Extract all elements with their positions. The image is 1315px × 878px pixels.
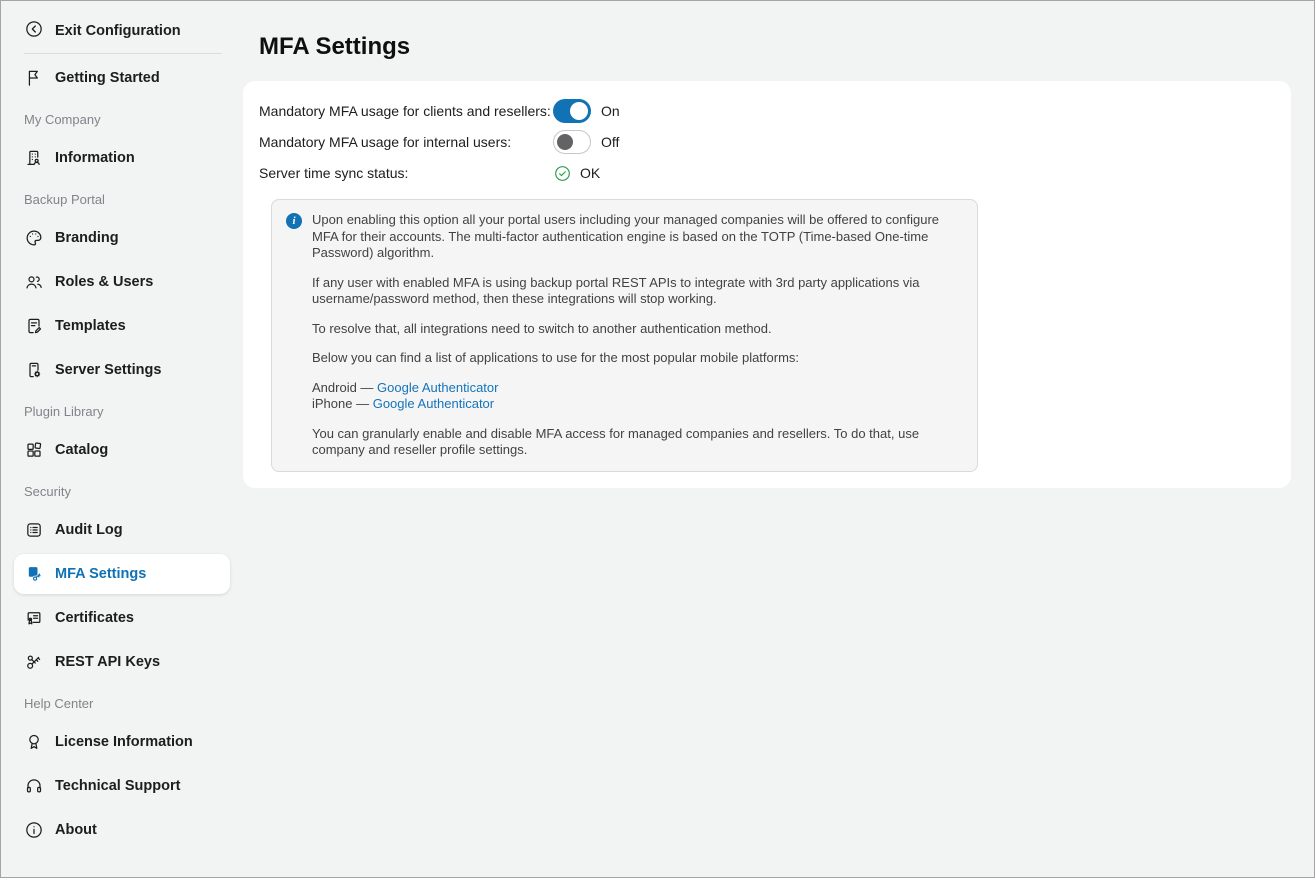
main-content [243, 1, 1314, 877]
sidebar-item-catalog[interactable]: Catalog [1, 430, 243, 470]
sidebar-item-mfa-settings[interactable]: MFA Settings [14, 554, 230, 594]
server-time-sync-status [553, 164, 600, 183]
page-title: MFA Settings [259, 33, 411, 60]
sidebar-item-audit-log[interactable]: Audit Log [1, 510, 243, 550]
setting-row-mfa-clients-resellers [259, 99, 1275, 123]
certificate-icon [24, 608, 44, 628]
mfa-shield-key-icon [24, 564, 44, 584]
sidebar [1, 1, 243, 877]
company-building-icon [24, 148, 44, 168]
keys-icon [24, 652, 44, 672]
sidebar-item-about[interactable]: About [1, 810, 243, 850]
setting-row-mfa-internal-users [259, 130, 1275, 154]
exit-configuration-label: Exit Configuration [55, 23, 181, 39]
section-label-help-center: Help Center [24, 696, 94, 711]
sidebar-item-templates[interactable]: Templates [1, 306, 243, 346]
sidebar-item-roles-users[interactable]: Roles & Users [1, 262, 243, 302]
check-circle-icon [553, 164, 572, 183]
setting-label: Mandatory MFA usage for internal users: [259, 134, 512, 150]
section-label-plugin-library: Plugin Library [24, 404, 104, 419]
status-ok-label: OK [580, 165, 601, 181]
mfa-clients-resellers-toggle[interactable] [553, 99, 591, 123]
users-icon [24, 272, 44, 292]
android-app-line: Android — Google Authenticator [312, 379, 499, 395]
section-label-security: Security [24, 484, 71, 499]
setting-row-server-time-sync [259, 161, 1275, 185]
iphone-app-line: iPhone — Google Authenticator [312, 396, 495, 411]
info-icon: i [286, 213, 302, 229]
flag-icon [24, 68, 44, 88]
sidebar-item-server-settings[interactable]: Server Settings [1, 350, 243, 390]
mfa-settings-card [243, 81, 1291, 488]
sidebar-divider [24, 53, 222, 54]
section-label-my-company: My Company [24, 112, 101, 127]
info-paragraph-4: Below you can find a list of applications to use for the most popular mobile platforms: [312, 350, 800, 365]
toggle-state-label: Off [601, 134, 620, 150]
info-paragraph-1: Upon enabling this option all your portal users including your managed companies will be offered to configure MFA for their accounts. The multi-factor authentication engine is based on the TOTP (Time-based One-time Password) algorithm. [312, 212, 940, 260]
sidebar-item-certificates[interactable]: Certificates [1, 598, 243, 638]
info-paragraph-2: If any user with enabled MFA is using backup portal REST APIs to integrate with 3rd party applications via username/password method, then these integrations will stop working. [312, 274, 920, 306]
palette-icon [24, 228, 44, 248]
mfa-info-note [271, 199, 978, 472]
clipboard-pencil-icon [24, 316, 44, 336]
info-circle-icon [24, 820, 44, 840]
sidebar-item-technical-support[interactable]: Technical Support [1, 766, 243, 806]
google-authenticator-android-link[interactable]: Google Authenticator [377, 379, 499, 395]
sidebar-item-information[interactable]: Information [1, 138, 243, 178]
info-paragraph-3: To resolve that, all integrations need to switch to another authentication method. [312, 320, 772, 336]
toggle-knob [570, 102, 588, 120]
toggle-knob [557, 134, 573, 150]
setting-label: Server time sync status: [259, 165, 409, 181]
section-label-backup-portal: Backup Portal [24, 192, 105, 207]
sidebar-item-branding[interactable]: Branding [1, 218, 243, 258]
exit-configuration-button[interactable] [1, 9, 243, 53]
toggle-state-label: On [601, 103, 620, 119]
mfa-internal-users-toggle[interactable] [553, 130, 591, 154]
audit-log-icon [24, 520, 44, 540]
sidebar-item-getting-started[interactable]: Getting Started [1, 58, 243, 98]
google-authenticator-iphone-link[interactable]: Google Authenticator [372, 396, 495, 411]
sidebar-item-license-information[interactable]: License Information [1, 722, 243, 762]
sidebar-item-rest-api-keys[interactable]: REST API Keys [1, 642, 243, 682]
catalog-grid-icon [24, 440, 44, 460]
info-note-text [312, 212, 963, 459]
award-icon [24, 732, 44, 752]
setting-label: Mandatory MFA usage for clients and resellers: [259, 103, 551, 119]
chevron-left-circle-icon [24, 19, 44, 43]
info-paragraph-closing: You can granularly enable and disable MFA access for managed companies and resellers. To do that, use company and reseller profile settings. [312, 425, 920, 457]
headset-icon [24, 776, 44, 796]
server-gear-icon [24, 360, 44, 380]
